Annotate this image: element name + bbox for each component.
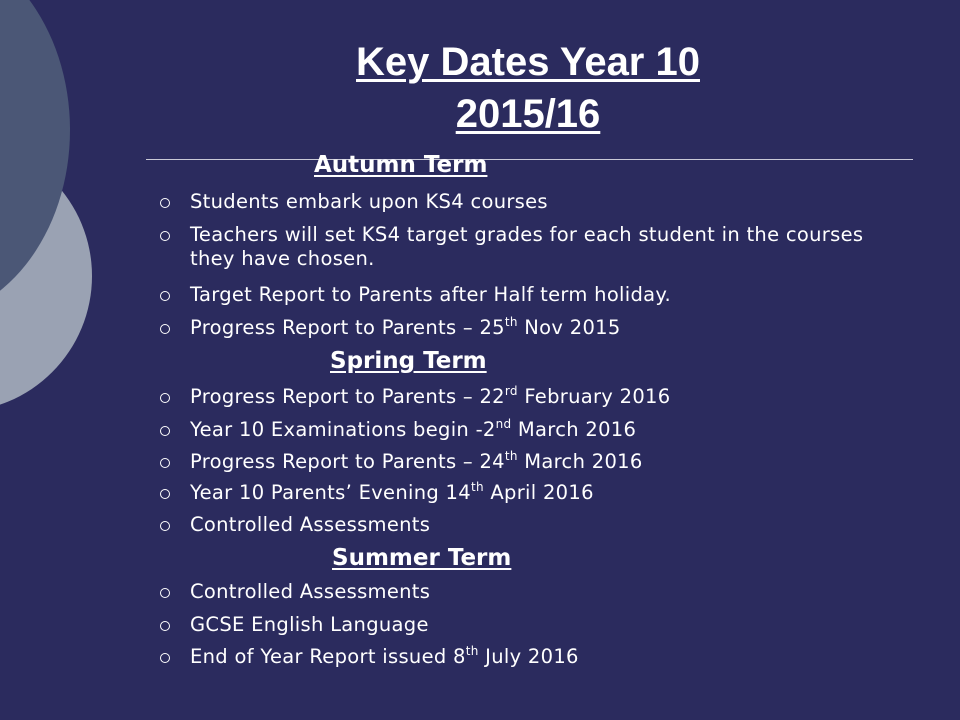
- list-item: [160, 385, 890, 409]
- spring-term-heading: Spring Term: [330, 348, 487, 374]
- bullet-icon: [160, 393, 170, 403]
- list-item-text: Teachers will set KS4 target grades for each student in the courses they have chosen.: [190, 223, 864, 270]
- bullet-icon: [160, 521, 170, 531]
- title-line-2: 2015/16: [455, 92, 601, 136]
- bullet-icon: [160, 621, 170, 631]
- list-item-text: Progress Report to Parents – 24th March 2016: [190, 448, 643, 473]
- bullet-icon: [160, 653, 170, 663]
- bullet-icon: [160, 198, 170, 208]
- list-item-text: Target Report to Parents after Half term holiday.: [190, 283, 671, 306]
- list-item: [160, 481, 890, 505]
- list-item: [160, 450, 890, 474]
- list-item-text: End of Year Report issued 8th July 2016: [190, 643, 579, 668]
- list-item-text: Controlled Assessments: [190, 580, 431, 603]
- list-item-text: Progress Report to Parents – 25th Nov 2015: [190, 314, 621, 339]
- list-item: [160, 418, 890, 442]
- list-item: [160, 645, 890, 669]
- bullet-icon: [160, 231, 170, 241]
- list-item-text: Progress Report to Parents – 22rd February 2016: [190, 383, 671, 408]
- list-item-text: GCSE English Language: [190, 613, 429, 636]
- bullet-icon: [160, 489, 170, 499]
- bullet-icon: [160, 426, 170, 436]
- list-item: [160, 580, 890, 604]
- autumn-term-heading: Autumn Term: [314, 152, 488, 178]
- bullet-icon: [160, 588, 170, 598]
- list-item: [160, 223, 890, 271]
- list-item-text: Year 10 Parents’ Evening 14th April 2016: [190, 479, 594, 504]
- list-item: [160, 316, 890, 340]
- slide-title: [0, 36, 960, 140]
- bullet-icon: [160, 458, 170, 468]
- bullet-icon: [160, 291, 170, 301]
- list-item: [160, 190, 890, 214]
- title-divider: [146, 159, 913, 160]
- list-item-text: Year 10 Examinations begin -2nd March 2016: [190, 416, 637, 441]
- list-item: [160, 513, 890, 537]
- summer-term-heading: Summer Term: [332, 545, 512, 571]
- title-line-1: Key Dates Year 10: [356, 40, 700, 84]
- list-item-text: Controlled Assessments: [190, 513, 431, 536]
- bullet-icon: [160, 324, 170, 334]
- list-item-text: Students embark upon KS4 courses: [190, 190, 548, 213]
- list-item: [160, 283, 890, 307]
- list-item: [160, 613, 890, 637]
